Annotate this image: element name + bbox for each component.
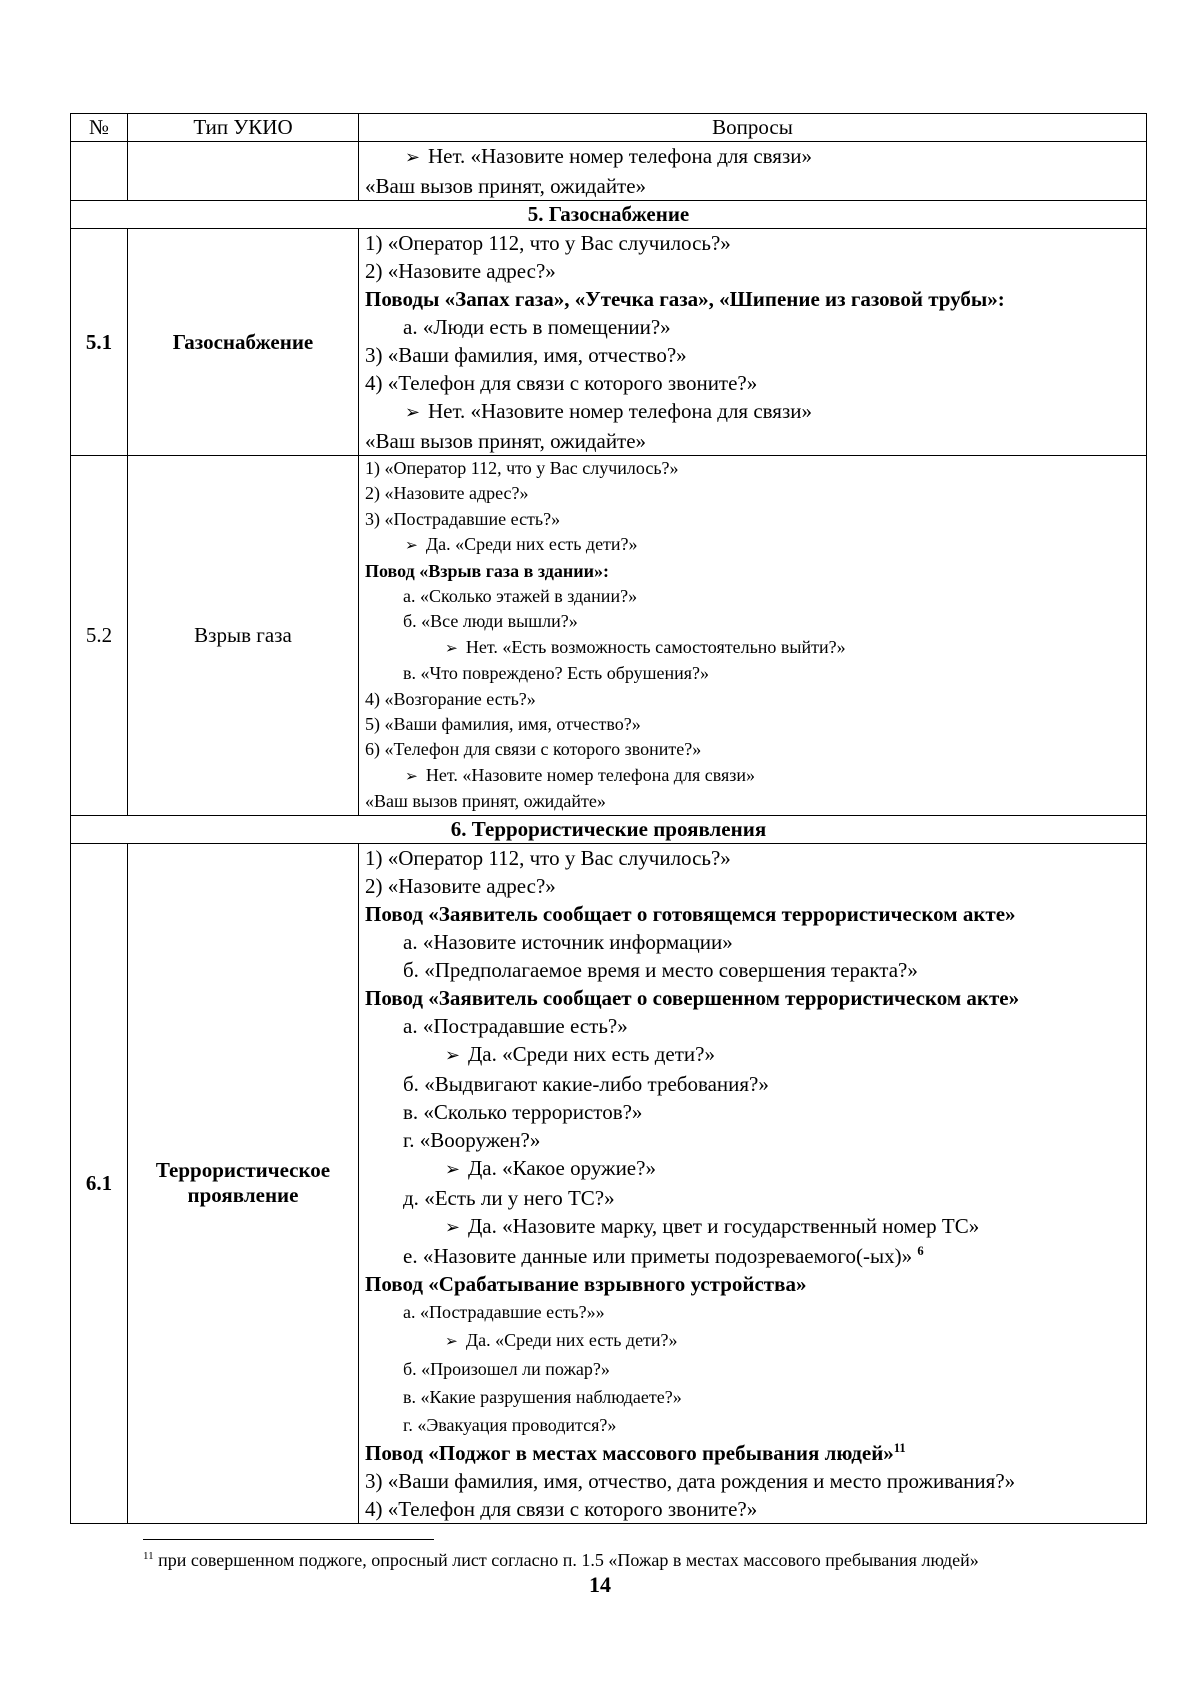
question-line: а. «Назовите источник информации» [403, 929, 733, 954]
arrow-icon: ➢ [405, 147, 420, 168]
question-line: ➢ Нет. «Есть возможность самостоятельно выйти?» [365, 635, 1140, 661]
question-line: а. «Сколько этажей в здании?» [403, 586, 638, 607]
question-line: г. «Эвакуация проводится?» [403, 1414, 617, 1435]
question-line: 2) «Назовите адрес?» [365, 483, 529, 504]
question-line: б. «Предполагаемое время и место совершения теракта?» [403, 957, 918, 982]
question-line: б. «Произошел ли пожар?» [403, 1358, 610, 1379]
question-line: 5) «Ваши фамилия, имя, отчество?» [365, 714, 641, 735]
question-line: 1) «Оператор 112, что у Вас случилось?» [365, 231, 731, 255]
question-line: 2) «Назовите адрес?» [365, 873, 556, 898]
question-line: 3) «Пострадавшие есть?» [365, 508, 561, 529]
row-number: 5.2 [71, 456, 128, 816]
question-line: е. «Назовите данные или приметы подозреваемого(-ых)» $^6$ [403, 1243, 924, 1268]
cell-number [71, 142, 128, 201]
question-heading: Поводы «Запах газа», «Утечка газа», «Шипение из газовой трубы»: [365, 287, 1005, 311]
arrow-icon: ➢ [445, 1158, 460, 1180]
table-row-continuation [71, 142, 1147, 201]
question-line: 1) «Оператор 112, что у Вас случилось?» [365, 458, 679, 478]
section-row [71, 815, 1147, 843]
question-line: ➢ Да. «Среди них есть дети?» [365, 532, 1140, 558]
question-line: ➢ Да. «Среди них есть дети?» [365, 1326, 1140, 1355]
question-line: «Ваш вызов принят, ожидайте» [365, 174, 647, 198]
arrow-icon: ➢ [405, 766, 418, 785]
row-questions [359, 229, 1147, 456]
footnote-divider [143, 1539, 434, 1540]
section-row [71, 201, 1147, 229]
row-number: 5.1 [71, 229, 128, 456]
question-line: 3) «Ваши фамилия, имя, отчество?» [365, 343, 687, 367]
arrow-icon: ➢ [445, 1331, 458, 1350]
row-type [128, 843, 359, 1523]
document-page [70, 113, 1147, 1524]
question-line: б. «Все люди вышли?» [403, 611, 578, 632]
arrow-icon: ➢ [445, 1044, 460, 1066]
row-type: Взрыв газа [128, 456, 359, 816]
question-heading: Повод «Заявитель сообщает о совершенном террористическом акте» [365, 985, 1020, 1010]
header-questions: Вопросы [359, 114, 1147, 142]
question-line: «Ваш вызов принят, ожидайте» [365, 429, 647, 453]
row-type: Газоснабжение [128, 229, 359, 456]
question-heading: Повод «Заявитель сообщает о готовящемся террористическом акте» [365, 901, 1016, 926]
question-line: 4) «Возгорание есть?» [365, 688, 536, 709]
cell-questions [359, 142, 1147, 201]
question-line: ➢ Нет. «Назовите номер телефона для связи» [365, 763, 1140, 789]
questions-table [70, 113, 1147, 1524]
row-questions [359, 843, 1147, 1523]
row-number: 6.1 [71, 843, 128, 1523]
section-title: 5. Газоснабжение [71, 201, 1147, 229]
footnote-ref: 11 [893, 1440, 906, 1455]
section-title: 6. Террористические проявления [71, 815, 1147, 843]
footnote-mark: 11 [143, 1550, 154, 1562]
arrow-icon: ➢ [405, 536, 418, 555]
page-number: 14 [589, 1572, 611, 1597]
table-row-5-2 [71, 456, 1147, 816]
question-line: а. «Люди есть в помещении?» [403, 315, 671, 339]
cell-type [128, 142, 359, 201]
question-line: 2) «Назовите адрес?» [365, 259, 556, 283]
question-line: ➢ Да. «Назовите марку, цвет и государственный номер ТС» [365, 1212, 1140, 1242]
header-type: Тип УКИО [128, 114, 359, 142]
arrow-icon: ➢ [445, 1216, 460, 1238]
question-line: ➢ Да. «Какое оружие?» [365, 1154, 1140, 1184]
table-row-5-1 [71, 229, 1147, 456]
footnote-ref: 6 [917, 1243, 924, 1258]
header-number: № [71, 114, 128, 142]
question-line: г. «Вооружен?» [403, 1127, 541, 1152]
question-line: ➢ Нет. «Назовите номер телефона для связи» [365, 397, 1140, 427]
question-line: «Ваш вызов принят, ожидайте» [365, 791, 606, 812]
question-line: 3) «Ваши фамилия, имя, отчество, дата рождения и место проживания?» [365, 1468, 1016, 1493]
question-line: 1) «Оператор 112, что у Вас случилось?» [365, 845, 731, 870]
row-type-line: проявление [187, 1183, 299, 1208]
question-line: ➢ Нет. «Назовите номер телефона для связи» [365, 142, 1140, 172]
question-line: б. «Выдвигают какие-либо требования?» [403, 1071, 769, 1096]
question-line: 4) «Телефон для связи с которого звоните?» [365, 371, 758, 395]
footnote [143, 1550, 979, 1571]
question-line: в. «Что повреждено? Есть обрушения?» [403, 663, 710, 684]
question-heading: Повод «Поджог в местах массового пребывания людей»$^{11}$ [365, 1440, 906, 1465]
row-questions [359, 456, 1147, 816]
table-header-row [71, 114, 1147, 142]
question-heading: Повод «Взрыв газа в здании»: [365, 560, 610, 581]
question-line: д. «Есть ли у него ТС?» [403, 1185, 615, 1210]
question-line: 4) «Телефон для связи с которого звоните?» [365, 1496, 758, 1521]
question-line: в. «Сколько террористов?» [403, 1099, 643, 1124]
question-line: а. «Пострадавшие есть?» [403, 1013, 628, 1038]
table-row-6-1 [71, 843, 1147, 1523]
arrow-icon: ➢ [445, 638, 458, 657]
question-line: а. «Пострадавшие есть?»» [403, 1301, 605, 1322]
question-heading: Повод «Срабатывание взрывного устройства» [365, 1271, 807, 1296]
footnote-text: при совершенном поджоге, опросный лист согласно п. 1.5 «Пожар в местах массового пребывания людей» [158, 1550, 979, 1570]
question-line: ➢ Да. «Среди них есть дети?» [365, 1040, 1140, 1070]
arrow-icon: ➢ [405, 402, 420, 423]
question-line: 6) «Телефон для связи с которого звоните?» [365, 739, 702, 760]
question-line: в. «Какие разрушения наблюдаете?» [403, 1386, 682, 1407]
row-type-line: Террористическое [155, 1158, 331, 1183]
